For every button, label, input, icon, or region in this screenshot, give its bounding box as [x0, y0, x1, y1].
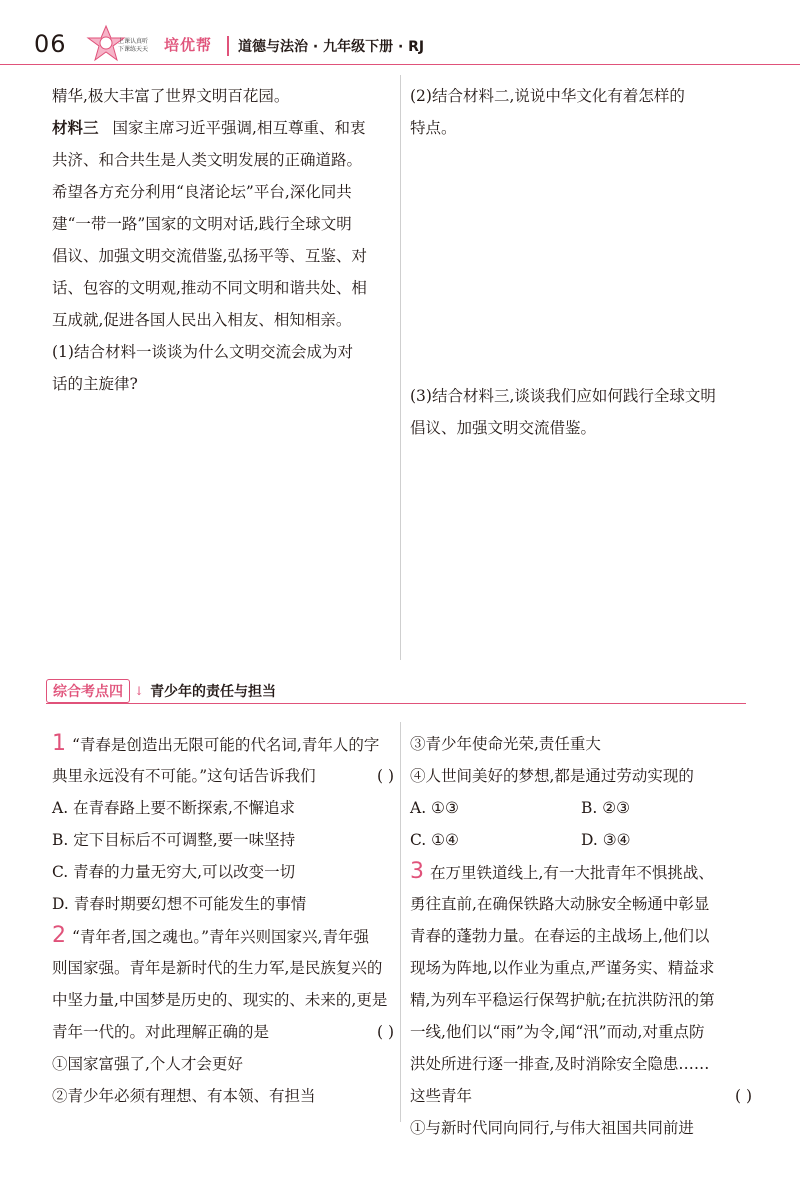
question-2-last: 青年一代的。对此理解正确的是 [52, 1023, 270, 1041]
statement-item: ④人世间美好的梦想,都是通过劳动实现的 [410, 767, 694, 785]
statement-item: ②青少年必须有理想、有本领、有担当 [52, 1087, 316, 1105]
question-2-line: (2)结合材料二,说说中华文化有着怎样的 [410, 87, 685, 105]
question-3-line1: 在万里铁道线上,有一大批青年不惧挑战、 [430, 864, 714, 882]
right-top-question-3 [410, 380, 752, 444]
text-line: 中坚力量,中国梦是历史的、现实的、未来的,更是 [52, 991, 388, 1009]
text-line: 共济、和合共生是人类文明发展的正确道路。 [52, 151, 363, 169]
page-number: 06 [34, 30, 67, 58]
text-line: 洪处所进行逐一排查,及时消除安全隐患…… [410, 1055, 710, 1073]
text-line: 互成就,促进各国人民出入相友、相知相亲。 [52, 311, 352, 329]
statement-item: ③青少年使命光荣,责任重大 [410, 735, 601, 753]
slogan-line-1: 上课认真听 [118, 38, 149, 45]
subject-title: 道德与法治 · 九年级下册 · RJ [238, 39, 425, 55]
section-rule [46, 703, 746, 704]
option: A. 在青春路上要不断探索,不懈追求 [52, 799, 295, 817]
question-number: 2 [52, 923, 66, 948]
text-line: 倡议、加强文明交流借鉴,弘扬平等、互鉴、对 [52, 247, 367, 265]
question-1-line2: 典里永远没有不可能。”这句话告诉我们 [52, 767, 316, 785]
answer-paren: ( ) [376, 767, 394, 785]
answer-paren: ( ) [376, 1023, 394, 1041]
option: C. ①④ [410, 831, 459, 849]
question-3-line: 倡议、加强文明交流借鉴。 [410, 419, 597, 437]
option: B. ②③ [581, 799, 631, 817]
text-line: 话、包容的文明观,推动不同文明和谐共处、相 [52, 279, 367, 297]
slogan-line-2: 下课练天天 [118, 46, 149, 53]
header-rule [0, 64, 800, 65]
answer-paren: ( ) [734, 1087, 752, 1105]
left-top-column [52, 80, 394, 400]
question-2-line1: “青年者,国之魂也。”青年兴则国家兴,青年强 [72, 928, 369, 946]
question-2-last-line [52, 1016, 394, 1048]
text-line: 一线,他们以“雨”为令,闻“汛”而动,对重点防 [410, 1023, 705, 1041]
question-2-line: 特点。 [410, 119, 457, 137]
material3-line [52, 112, 394, 144]
text-line: 勇往直前,在确保铁路大动脉安全畅通中彰显 [410, 895, 710, 913]
question-3-last-line [410, 1080, 752, 1112]
arrow-down-icon: ↓ [134, 684, 145, 698]
option: B. 定下目标后不可调整,要一味坚持 [52, 831, 296, 849]
text-line: 建“一带一路”国家的文明对话,践行全球文明 [52, 215, 352, 233]
question-1-line1: “青春是创造出无限可能的代名词,青年人的字 [72, 736, 380, 754]
text-line: 精,为列车平稳运行保驾护航;在抗洪防汛的第 [410, 991, 715, 1009]
column-divider-top [400, 75, 401, 660]
question-number: 1 [52, 731, 66, 756]
column-divider-bottom [400, 722, 401, 1122]
question-1-line: 话的主旋律? [52, 375, 138, 393]
statement-item: ①与新时代同向同行,与伟大祖国共同前进 [410, 1119, 694, 1137]
question-2-stem [52, 920, 394, 952]
question-number: 3 [410, 859, 424, 884]
option: D. 青春时期要幻想不可能发生的事情 [52, 895, 307, 913]
section-title: 青少年的责任与担当 [150, 684, 277, 700]
left-bottom-column [52, 728, 394, 1112]
question-3-last: 这些青年 [410, 1087, 473, 1105]
question-3-line: (3)结合材料三,谈谈我们应如何践行全球文明 [410, 387, 716, 405]
text-line: 现场为阵地,以作业为重点,严谨务实、精益求 [410, 959, 715, 977]
text-line: 精华,极大丰富了世界文明百花园。 [52, 87, 290, 105]
question-1-stem [52, 728, 394, 760]
option: C. 青春的力量无穷大,可以改变一切 [52, 863, 296, 881]
text-line: 希望各方充分利用“良渚论坛”平台,深化同共 [52, 183, 352, 201]
text-line: 青春的蓬勃力量。在春运的主战场上,他们以 [410, 927, 710, 945]
question-3-stem [410, 856, 752, 888]
right-top-question-2 [410, 80, 752, 144]
header-divider [227, 36, 229, 56]
material3-label: 材料三 [52, 119, 99, 137]
brand-name: 培优帮 [164, 36, 213, 54]
section-header [46, 679, 276, 703]
option-row [410, 792, 752, 824]
option: A. ①③ [410, 799, 459, 817]
question-1-stem-line2 [52, 760, 394, 792]
statement-item: ①国家富强了,个人才会更好 [52, 1055, 243, 1073]
right-bottom-column [410, 728, 752, 1144]
option-row [410, 824, 752, 856]
option: D. ③④ [581, 831, 631, 849]
question-1-line: (1)结合材料一谈谈为什么文明交流会成为对 [52, 343, 353, 361]
text-line: 则国家强。青年是新时代的生力军,是民族复兴的 [52, 959, 383, 977]
section-tag: 综合考点四 [46, 679, 130, 703]
slogan [118, 38, 148, 54]
material3-first: 国家主席习近平强调,相互尊重、和衷 [112, 119, 366, 137]
